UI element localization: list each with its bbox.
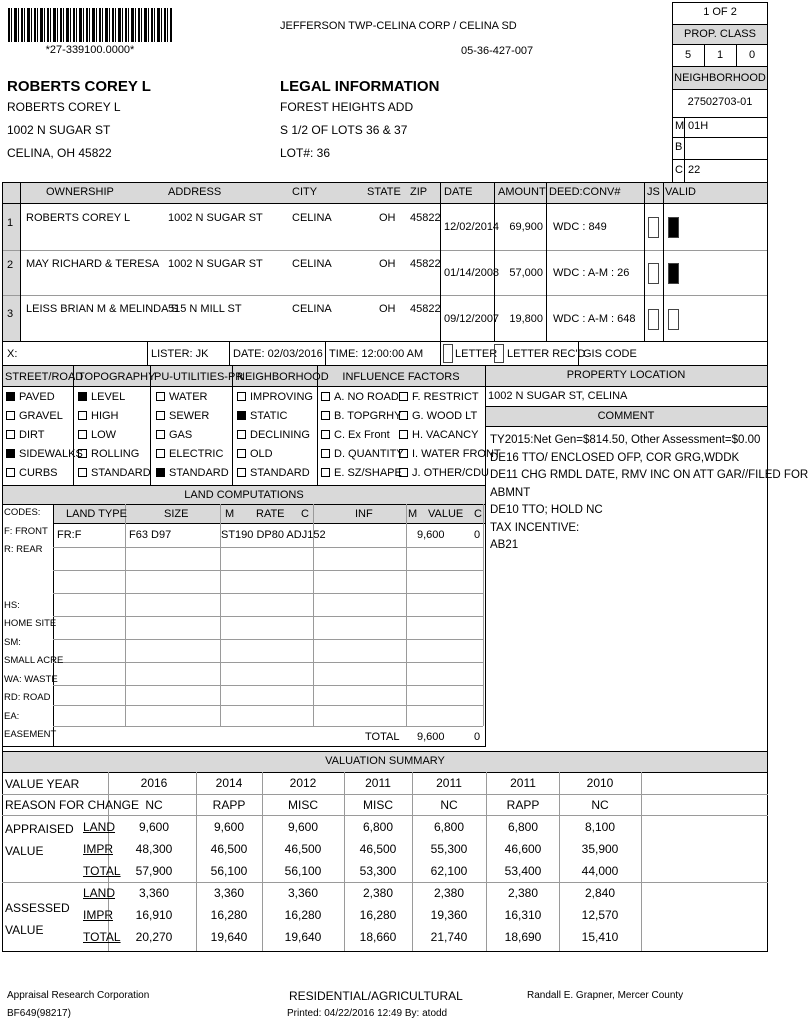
zip-cell: 45822 [410, 258, 441, 270]
valuation-cell: 16,280 [284, 908, 322, 922]
land-code-line: CODES: [4, 507, 41, 518]
factor-option-label: SIDEWALKS [19, 448, 83, 460]
valuation-cell: 53,400 [504, 864, 542, 878]
property-location-heading: PROPERTY LOCATION [566, 369, 686, 381]
valuation-cell: 3,360 [287, 886, 319, 900]
checkbox[interactable] [321, 468, 330, 477]
ass-total-label: TOTAL [83, 930, 121, 944]
valuation-cell: 48,300 [135, 842, 173, 856]
valuation-cell: 21,740 [430, 930, 468, 944]
factor-option [399, 410, 477, 423]
valuation-cell: RAPP [506, 798, 540, 812]
legal-line-3: LOT#: 36 [280, 146, 331, 160]
checkbox[interactable] [156, 468, 165, 477]
valuation-cell: 44,000 [581, 864, 619, 878]
letter-recd-label: LETTER REC'D [507, 348, 586, 360]
factor-option-label: STANDARD [250, 467, 310, 479]
checkbox[interactable] [156, 392, 165, 401]
deed-cell: WDC : A-M : 648 [553, 313, 636, 325]
land-col-rate: RATE [256, 508, 285, 520]
factor-option [399, 467, 489, 480]
land-col-m: M [225, 508, 235, 520]
prop-class-digit-2: 1 [716, 49, 724, 61]
valuation-cell: 53,300 [359, 864, 397, 878]
land-code-line: WA: WASTE [4, 673, 58, 685]
col-date: DATE [444, 186, 473, 198]
col-city: CITY [292, 186, 318, 198]
checkbox[interactable] [6, 468, 15, 477]
valuation-cell: 2016 [140, 776, 168, 790]
factor-option [321, 467, 402, 480]
land-code-line: SMALL ACRE [4, 655, 64, 666]
factor-option-label: ROLLING [91, 448, 140, 460]
neighborhood-label: NEIGHBORHOOD [674, 72, 766, 84]
checkbox[interactable] [156, 449, 165, 458]
factor-option-label: STANDARD [91, 467, 151, 479]
valuation-cell: 2,380 [507, 886, 539, 900]
factor-option [78, 467, 151, 480]
row-number: 3 [7, 308, 14, 320]
land-c-cell: 0 [474, 529, 481, 541]
valuation-cell: 6,800 [433, 820, 465, 834]
valuation-cell: 6,800 [507, 820, 539, 834]
footer-auditor: Randall E. Grapner, Mercer County [527, 990, 684, 1001]
factor-option-label: OLD [250, 448, 273, 460]
zip-cell: 45822 [410, 303, 441, 315]
legal-line-1: FOREST HEIGHTS ADD [280, 100, 414, 114]
district: JEFFERSON TWP-CELINA CORP / CELINA SD [280, 20, 517, 32]
ass-impr-label: IMPR [83, 908, 113, 922]
row-number: 2 [7, 259, 14, 271]
js-checkbox[interactable] [648, 309, 659, 330]
factor-option [78, 429, 116, 442]
land-code-line: EA: [4, 710, 20, 722]
factor-option [321, 391, 399, 404]
factor-option-label: DIRT [19, 429, 45, 441]
valuation-cell: 3,360 [213, 886, 245, 900]
checkbox[interactable] [237, 430, 246, 439]
ass-land-label: LAND [83, 886, 116, 900]
checkbox[interactable] [78, 449, 87, 458]
valuation-cell: 2012 [289, 776, 317, 790]
land-col-inf: INF [355, 508, 373, 520]
street-road-heading: STREET/ROAD [5, 371, 84, 383]
owner-name: ROBERTS COREY L [7, 100, 121, 114]
valuation-cell: 16,280 [210, 908, 248, 922]
letter-recd-checkbox[interactable] [494, 344, 504, 363]
factor-option-label: ELECTRIC [169, 448, 224, 460]
prop-class-digit-1: 5 [684, 49, 692, 61]
amount-cell: 69,900 [509, 221, 543, 233]
gis-code-label: GIS CODE [583, 348, 637, 360]
owner-street: 1002 N SUGAR ST [7, 123, 111, 137]
land-col-m2: M [408, 508, 418, 520]
comment-line: TAX INCENTIVE: [490, 521, 580, 534]
state-cell: OH [379, 258, 396, 270]
prop-class-label: PROP. CLASS [684, 28, 756, 40]
valuation-cell: 9,600 [138, 820, 170, 834]
checkbox[interactable] [399, 392, 408, 401]
valuation-cell: 55,300 [430, 842, 468, 856]
checkbox[interactable] [156, 411, 165, 420]
comment-line: TY2015:Net Gen=$814.50, Other Assessment=$0.00 [490, 434, 761, 446]
factor-option [6, 429, 44, 442]
valuation-cell: 35,900 [581, 842, 619, 856]
c-value: 22 [688, 164, 701, 176]
checkbox[interactable] [399, 449, 408, 458]
checkbox[interactable] [237, 411, 246, 420]
deed-cell: WDC : A-M : 26 [553, 267, 630, 279]
state-cell: OH [379, 303, 396, 315]
valuation-cell: 12,570 [581, 908, 619, 922]
city-cell: CELINA [292, 303, 332, 315]
valuation-cell: RAPP [212, 798, 246, 812]
appr-total-label: TOTAL [83, 864, 121, 878]
valuation-cell: 19,640 [284, 930, 322, 944]
valuation-cell: 46,500 [210, 842, 248, 856]
valuation-cell: 46,500 [359, 842, 397, 856]
legal-line-2: S 1/2 OF LOTS 36 & 37 [280, 123, 408, 137]
checkbox[interactable] [321, 449, 330, 458]
land-col-value: VALUE [428, 508, 464, 520]
land-value-cell: 9,600 [417, 529, 445, 541]
checkbox[interactable] [6, 392, 15, 401]
factor-option-label: E. SZ/SHAPE [334, 467, 402, 479]
col-state: STATE [367, 186, 401, 198]
c-label: C [675, 164, 683, 176]
footer-company: Appraisal Research Corporation [7, 990, 150, 1001]
valuation-cell: 56,100 [284, 864, 322, 878]
checkbox[interactable] [399, 411, 408, 420]
m-value: 01H [688, 120, 709, 132]
comment-line: DE10 TTO; HOLD NC [490, 504, 603, 516]
col-valid: VALID [665, 186, 696, 198]
land-title: LAND COMPUTATIONS [184, 489, 304, 501]
factor-option [156, 391, 208, 404]
checkbox[interactable] [6, 449, 15, 458]
factor-option [399, 448, 501, 461]
checkbox[interactable] [321, 392, 330, 401]
lister-date: DATE: 02/03/2016 [233, 348, 323, 360]
valuation-cell: 2011 [510, 776, 536, 790]
comment-line: ABMNT [490, 486, 531, 499]
footer-type: RESIDENTIAL/AGRICULTURAL [289, 989, 463, 1003]
factor-option [399, 429, 478, 442]
valuation-cell: 9,600 [287, 820, 319, 834]
factor-option [6, 467, 58, 480]
valuation-cell: 9,600 [213, 820, 245, 834]
valuation-cell: 16,310 [504, 908, 542, 922]
checkbox[interactable] [78, 411, 87, 420]
state-cell: OH [379, 212, 396, 224]
checkbox[interactable] [6, 411, 15, 420]
factor-option-label: DECLINING [250, 429, 310, 441]
factor-option [78, 448, 139, 461]
zip-cell: 45822 [410, 212, 441, 224]
land-total-value: 9,600 [417, 731, 445, 743]
legal-heading: LEGAL INFORMATION [280, 78, 440, 95]
date-cell: 12/02/2014 [444, 221, 500, 233]
appr-land-label: LAND [83, 820, 116, 834]
land-code-line: HOME SITE [4, 618, 57, 629]
factor-option [321, 448, 404, 461]
factor-option-label: LEVEL [91, 391, 126, 403]
valuation-cell: 2011 [436, 776, 462, 790]
letter-label: LETTER [455, 348, 498, 360]
comment-line: DE16 TTO/ ENCLOSED OFP, COR GRG,WDDK [490, 451, 740, 464]
comment-line: DE11 CHG RMDL DATE, RMV INC ON ATT GAR//FILED FOR [490, 469, 808, 481]
valuation-cell: 62,100 [430, 864, 468, 878]
appraised-label: APPRAISED [5, 822, 74, 836]
valuation-cell: NC [145, 798, 163, 812]
footer-printed: Printed: 04/22/2016 12:49 By: atodd [287, 1008, 448, 1019]
owner-cell: LEISS BRIAN M & MELINDA S [26, 303, 179, 315]
valuation-cell: 2014 [215, 776, 243, 790]
valuation-cell: MISC [288, 798, 318, 812]
factor-option-label: F. RESTRICT [412, 391, 479, 403]
assessed-label: ASSESSED [5, 901, 70, 915]
land-col-c2: C [474, 508, 482, 520]
factor-option-label: A. NO ROAD [334, 391, 399, 403]
barcode-text: *27-339100.0000* [45, 44, 135, 56]
valuation-cell: 2,380 [362, 886, 394, 900]
factor-option-label: HIGH [91, 410, 119, 422]
factor-option [237, 448, 273, 461]
land-code-line: EASEMENT [4, 729, 57, 740]
checkbox[interactable] [399, 468, 408, 477]
valid-checkbox[interactable] [668, 263, 679, 284]
appraised-value-label: VALUE [5, 844, 44, 858]
barcode [8, 8, 172, 42]
land-code-line: R: REAR [4, 544, 43, 555]
valid-checkbox[interactable] [668, 309, 679, 330]
col-ownership: OWNERSHIP [46, 186, 114, 198]
factor-option [237, 467, 310, 480]
factor-option-label: GAS [169, 429, 193, 441]
prop-class-digit-3: 0 [748, 49, 756, 61]
utilities-heading: PU-UTILITIES-PR [154, 371, 244, 383]
valuation-cell: 19,640 [210, 930, 248, 944]
factor-option-label: GRAVEL [19, 410, 63, 422]
factor-option [321, 429, 390, 442]
m-label: M [675, 120, 685, 132]
factor-option-label: CURBS [19, 467, 58, 479]
b-label: B [675, 141, 683, 153]
land-code-line: F: FRONT [4, 525, 48, 537]
factor-option [6, 448, 83, 461]
checkbox[interactable] [237, 449, 246, 458]
factor-option [237, 429, 310, 442]
assessed-value-label: VALUE [5, 923, 44, 937]
valuation-cell: 18,660 [359, 930, 397, 944]
land-total-c: 0 [474, 731, 481, 743]
col-zip: ZIP [410, 186, 428, 198]
valuation-cell: 57,900 [135, 864, 173, 878]
land-code-line: SM: [4, 636, 21, 648]
lister-label: LISTER: JK [151, 348, 209, 360]
land-col-type: LAND TYPE [66, 508, 127, 520]
factor-option-label: D. QUANTITY [334, 448, 404, 460]
address-cell: 515 N MILL ST [168, 303, 242, 315]
factor-option-label: PAVED [19, 391, 55, 403]
checkbox[interactable] [321, 411, 330, 420]
letter-checkbox[interactable] [443, 344, 453, 363]
valuation-cell: 2011 [365, 776, 391, 790]
address-cell: 1002 N SUGAR ST [168, 212, 263, 224]
page-indicator: 1 OF 2 [703, 6, 737, 18]
valuation-cell: 2010 [586, 776, 614, 790]
valuation-cell: NC [440, 798, 458, 812]
col-js: JS [647, 186, 660, 198]
neighborhood-heading: NEIGHBORHOOD [237, 371, 329, 383]
land-col-c: C [301, 508, 309, 520]
col-amount: AMOUNT [498, 186, 546, 198]
checkbox[interactable] [78, 468, 87, 477]
comment-heading: COMMENT [597, 410, 655, 422]
factor-option [156, 467, 229, 480]
factor-option-label: G. WOOD LT [412, 410, 478, 422]
checkbox[interactable] [399, 430, 408, 439]
factor-option [6, 391, 55, 404]
footer-form: BF649(98217) [7, 1008, 71, 1019]
owner-cell: ROBERTS COREY L [26, 212, 131, 224]
valuation-cell: 46,500 [284, 842, 322, 856]
owner-cell: MAY RICHARD & TERESA [26, 258, 160, 270]
deed-cell: WDC : 849 [553, 221, 607, 233]
factor-option [237, 410, 287, 423]
factor-option [399, 391, 479, 404]
valuation-cell: NC [591, 798, 609, 812]
factor-option [78, 410, 119, 423]
parcel-number: 05-36-427-007 [461, 45, 534, 57]
valuation-cell: 46,600 [504, 842, 542, 856]
checkbox[interactable] [237, 468, 246, 477]
factor-option [156, 410, 209, 423]
valuation-cell: 18,690 [504, 930, 542, 944]
valuation-cell: 3,360 [138, 886, 170, 900]
factor-option-label: SEWER [169, 410, 210, 422]
valuation-cell: 16,280 [359, 908, 397, 922]
city-cell: CELINA [292, 258, 332, 270]
valuation-cell: 56,100 [210, 864, 248, 878]
factor-option [78, 391, 125, 404]
comment-line: AB21 [490, 539, 519, 551]
amount-cell: 19,800 [509, 313, 543, 325]
col-address: ADDRESS [168, 186, 222, 198]
checkbox[interactable] [78, 392, 87, 401]
valuation-cell: 20,270 [135, 930, 173, 944]
land-size-cell: F63 D97 [129, 529, 172, 541]
checkbox[interactable] [78, 430, 87, 439]
property-location: 1002 N SUGAR ST, CELINA [488, 390, 628, 402]
land-col-size: SIZE [164, 508, 189, 520]
factor-option-label: H. VACANCY [412, 429, 479, 441]
address-cell: 1002 N SUGAR ST [168, 258, 263, 270]
valuation-cell: 19,360 [430, 908, 468, 922]
x-label: X: [7, 348, 18, 360]
factor-option [156, 448, 223, 461]
factor-option-label: STANDARD [169, 467, 229, 479]
valuation-cell: 15,410 [581, 930, 619, 944]
valuation-cell: 2,380 [433, 886, 465, 900]
land-rate-cell: ST190 DP80 ADJ152 [221, 529, 326, 541]
value-year-label: VALUE YEAR [5, 777, 80, 791]
factor-option-label: STATIC [250, 410, 288, 422]
factor-option-label: J. OTHER/CDU [412, 467, 489, 479]
row-number: 1 [7, 217, 14, 229]
owner-city: CELINA, OH 45822 [7, 146, 112, 160]
valuation-cell: MISC [363, 798, 393, 812]
checkbox[interactable] [156, 430, 165, 439]
factor-option-label: I. WATER FRONT [412, 448, 501, 460]
appr-impr-label: IMPR [83, 842, 113, 856]
land-code-line: RD: ROAD [4, 692, 51, 703]
checkbox[interactable] [321, 430, 330, 439]
date-cell: 01/14/2008 [444, 267, 500, 279]
valuation-cell: 8,100 [584, 820, 616, 834]
js-checkbox[interactable] [648, 263, 659, 284]
factor-option [6, 410, 63, 423]
col-deed: DEED:CONV# [549, 186, 621, 198]
owner-heading: ROBERTS COREY L [7, 78, 151, 95]
checkbox[interactable] [237, 392, 246, 401]
valuation-cell: 2,840 [584, 886, 616, 900]
land-code-line: HS: [4, 599, 20, 611]
factor-option-label: B. TOPGRHY [334, 410, 402, 422]
reason-label: REASON FOR CHANGE [5, 798, 140, 812]
factor-option-label: IMPROVING [250, 391, 313, 403]
factor-option-label: C. Ex Front [334, 429, 390, 441]
topography-heading: TOPOGRAPHY [78, 371, 156, 383]
factor-option-label: LOW [91, 429, 117, 441]
factor-option-label: WATER [169, 391, 208, 403]
city-cell: CELINA [292, 212, 332, 224]
factor-option [156, 429, 192, 442]
land-total-label: TOTAL [365, 731, 400, 743]
amount-cell: 57,000 [509, 267, 543, 279]
neighborhood-code: 27502703-01 [687, 96, 753, 108]
valuation-cell: 6,800 [362, 820, 394, 834]
checkbox[interactable] [6, 430, 15, 439]
js-checkbox[interactable] [648, 217, 659, 238]
factor-option [321, 410, 401, 423]
date-cell: 09/12/2007 [444, 313, 500, 325]
valuation-cell: 16,910 [135, 908, 173, 922]
land-type-cell: FR:F [57, 529, 82, 541]
lister-time: TIME: 12:00:00 AM [329, 348, 424, 360]
influence-heading: INFLUENCE FACTORS [342, 371, 460, 383]
factor-option [237, 391, 313, 404]
valuation-title: VALUATION SUMMARY [325, 755, 445, 767]
valid-checkbox[interactable] [668, 217, 679, 238]
